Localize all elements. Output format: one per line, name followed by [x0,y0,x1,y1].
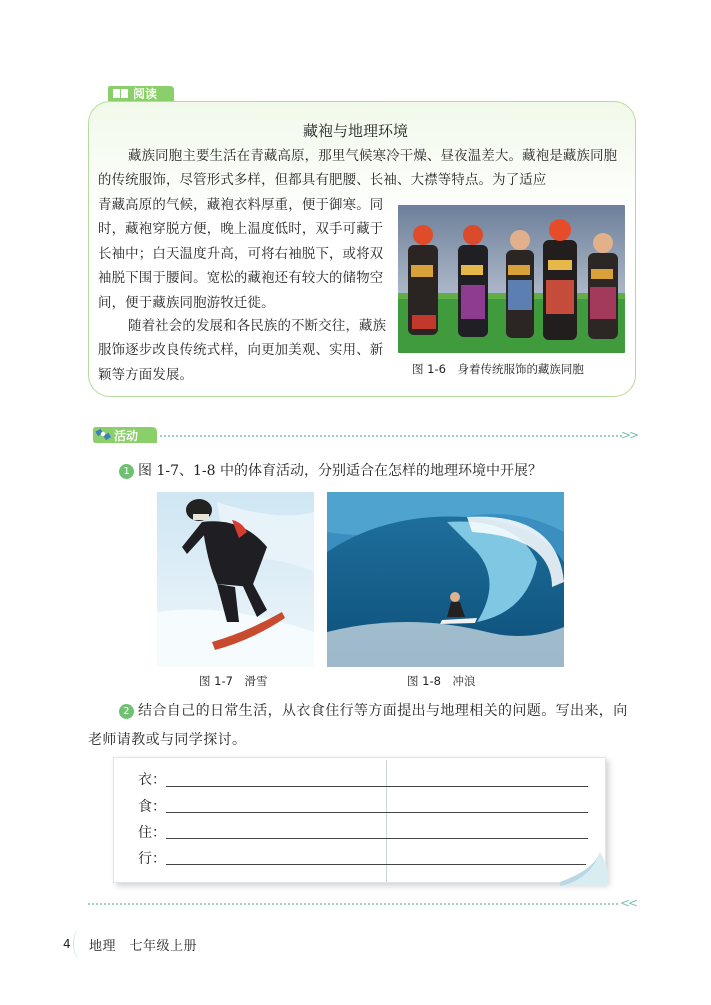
page-number: 4 [63,937,71,951]
reading-paragraph-2: 随着社会的发展和各民族的不断交往，藏族服饰逐步改良传统式样，向更加美观、实用、新颖等方面发展。 [98,319,387,383]
note-row-food-line[interactable] [166,812,588,813]
question-1 [119,460,542,480]
page-number-decoration [73,929,87,959]
surfing-photo [327,492,564,667]
chevron-left-icon: << [620,896,637,910]
activity-tab [90,424,160,446]
page-curl-icon [560,852,612,886]
note-row-clothing-line[interactable] [166,786,588,787]
figure-1-7-caption: 图 1-7 滑雪 [199,674,268,688]
note-row-food-label: 食： [138,799,166,815]
note-row-travel-line[interactable] [166,864,586,865]
reading-tab-label: 阅读 [133,87,158,101]
book-title: 地理 七年级上册 [89,939,198,954]
question-2-number: 2 [119,704,134,719]
activity-divider-top [160,435,622,437]
note-row-travel-label: 行： [138,851,166,867]
question-1-text: 图 1-7、1-8 中的体育活动，分别适合在怎样的地理环境中开展？ [138,463,542,479]
note-row-housing-label: 住： [138,825,166,841]
reading-tab [106,84,176,102]
snowboarding-photo [157,492,314,667]
question-1-number: 1 [119,464,134,479]
note-row-housing-line[interactable] [166,838,588,839]
figure-1-6-caption: 图 1-6 身着传统服饰的藏族同胞 [412,362,584,376]
book-icon [113,89,128,98]
reading-title: 藏袍与地理环境 [302,122,408,140]
activity-tab-label: 活动 [114,429,139,443]
figure-1-8-caption: 图 1-8 冲浪 [407,674,476,688]
question-2 [88,697,636,755]
question-2-text: 结合自己的日常生活，从衣食住行等方面提出与地理相关的问题。写出来，向老师请教或与同学探讨。 [88,703,628,748]
reading-paragraph-1: 藏族同胞主要生活在青藏高原，那里气候寒冷干燥、昼夜温差大。藏袍是藏族同胞的传统服饰，尽管形式多样，但都具有肥腰、长袖、大襟等特点。为了适应 [98,149,618,189]
tibetan-people-photo [398,205,625,353]
chevron-right-icon: >> [621,428,638,442]
reading-paragraph-1-continued: 青藏高原的气候，藏袍衣料厚重，便于御寒。同时，藏袍穿脱方便，晚上温度低时，双手可藏于长袖中；白天温度升高，可将右袖脱下，或将双袖脱下围于腰间。宽松的藏袍还有较大的储物空间，便于藏族同胞游牧迁徙。 [98,198,384,311]
activity-divider-bottom [88,903,618,905]
note-row-clothing-label: 衣： [138,772,166,788]
